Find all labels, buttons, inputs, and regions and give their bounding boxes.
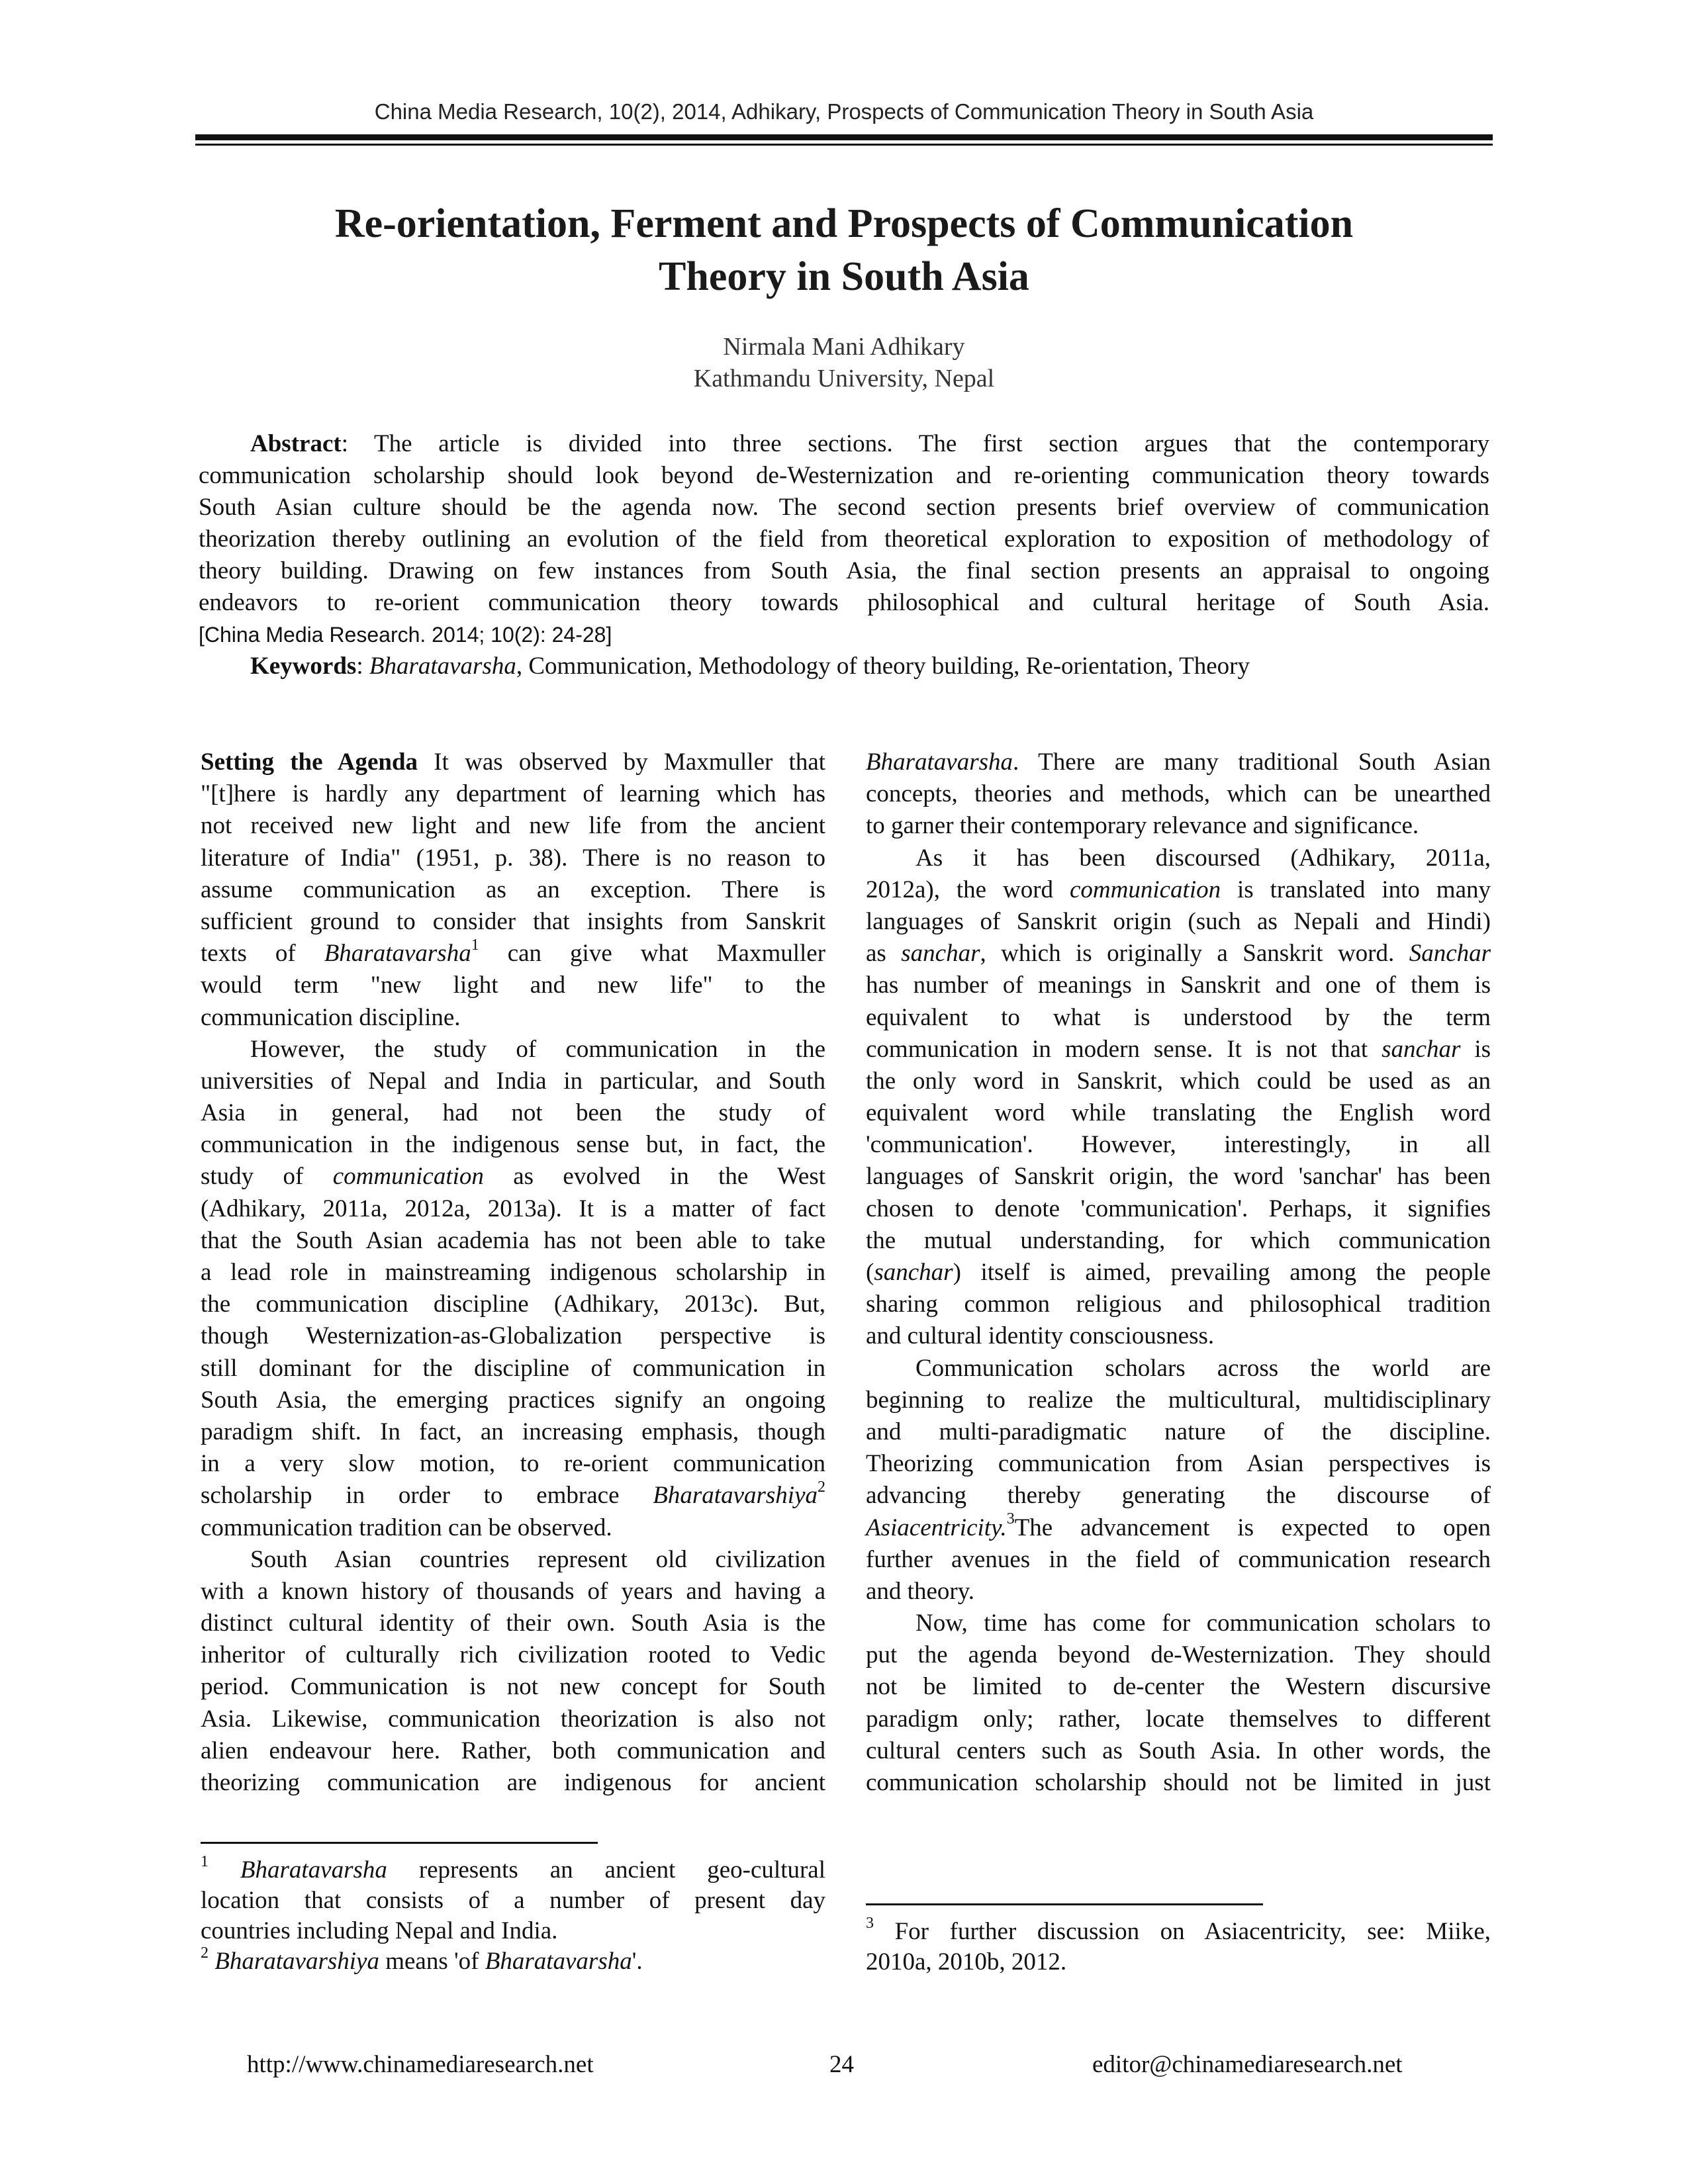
body-line: 2012a), the word communication is translated into many [866,876,1491,903]
title-line-2: Theory in South Asia [659,254,1029,299]
section-heading: Setting the Agenda [201,749,418,776]
body-line: the communication discipline (Adhikary, 2013c). But, [201,1291,825,1318]
body-line: texts of Bharatavarsha$^1$ can give what Maxmuller [201,936,826,968]
body-line: communication in the indigenous sense but, in fact, the [201,1131,825,1159]
body-line: to garner their contemporary relevance and significance. [866,812,1419,840]
body-line: advancing thereby generating the discourse of [866,1482,1491,1510]
body-line: Theorizing communication from Asian perspectives is [866,1450,1491,1478]
footer-website-link[interactable]: http://www.chinamediaresearch.net [247,2051,594,2078]
body-line: languages of Sanskrit origin (such as Nepali and Hindi) [866,907,1491,935]
abstract-line: Abstract: The article is divided into three sections. The first section argues that the contemporary [250,430,1489,457]
footnote-ref-2[interactable]: 2 [818,1478,825,1496]
right-column [866,747,1491,1799]
keywords-label: Keywords [250,653,357,680]
body-line: still dominant for the discipline of communication in [201,1354,825,1382]
body-line: alien endeavour here. Rather, both communication and [201,1737,825,1764]
body-line: As it has been discoursed (Adhikary, 2011a, [915,844,1491,872]
body-line: literature of India" (1951, p. 38). There is no reason to [201,844,825,872]
body-line: communication tradition can be observed. [201,1514,612,1541]
body-line: and multi-paradigmatic nature of the discipline. [866,1418,1491,1445]
keywords: Keywords: Bharatavarsha, Communication, Methodology of theory building, Re-orientation, Theory [250,653,1250,680]
abstract-label: Abstract [250,430,342,457]
body-line: Communication scholars across the world are [915,1354,1491,1382]
footnote-3: $^3$ For further discussion on Asiacentricity, see: Miike, [866,1914,1491,1945]
byline [199,331,1489,394]
body-line: communication in modern sense. It is not that sanchar is [866,1035,1491,1063]
body-line: theorizing communication are indigenous for ancient [201,1769,825,1796]
body-line: Setting the Agenda It was observed by Maxmuller that [201,749,826,776]
body-line: paradigm only; rather, locate themselves to different [866,1705,1491,1733]
body-line: beginning to realize the multicultural, multidisciplinary [866,1386,1491,1414]
body-line: sharing common religious and philosophical tradition [866,1291,1491,1318]
body-line: period. Communication is not new concept for South [201,1673,825,1701]
page-number: 24 [829,2051,854,2078]
title-line-1: Re-orientation, Ferment and Prospects of Communication [334,201,1354,246]
body-line: the only word in Sanskrit, which could be used as an [866,1067,1491,1095]
body-line: has number of meanings in Sanskrit and one of them is [866,972,1491,999]
footnote-1-line: location that consists of a number of present day [201,1887,825,1914]
footnote-ref-3[interactable]: 3 [1006,1510,1015,1528]
body-line: in a very slow motion, to re-orient communication [201,1450,825,1478]
body-line: South Asian countries represent old civilization [250,1545,825,1573]
body-line: communication scholarship should not be limited in just [866,1769,1491,1796]
body-line: languages of Sanskrit origin, the word 'sanchar' has been [866,1163,1491,1191]
body-line: as sanchar, which is originally a Sanskrit word. Sanchar [866,940,1491,968]
footnote-ref-1[interactable]: 1 [471,936,479,954]
abstract [199,428,1489,682]
body-line: concepts, theories and methods, which can be unearthed [866,780,1491,808]
abstract-line: theorization thereby outlining an evolution of the field from theoretical exploration to exposition of methodology of [199,525,1489,553]
body-line: chosen to denote 'communication'. Perhaps, it signifies [866,1195,1491,1222]
footnotes-left [201,1852,825,1977]
body-line: Now, time has come for communication scholars to [915,1610,1491,1637]
body-line: Asia in general, had not been the study of [201,1099,825,1127]
body-line: not be limited to de-center the Western discursive [866,1673,1491,1701]
author-affiliation: Kathmandu University, Nepal [693,365,995,392]
body-line: distinct cultural identity of their own. South Asia is the [201,1610,825,1637]
abstract-line: theory building. Drawing on few instances from South Asia, the final section presents an appraisal to ongoing [199,557,1489,584]
footnote-1: $^1$ Bharatavarsha represents an ancient geo-cultural [201,1852,825,1884]
body-line: sufficient ground to consider that insights from Sanskrit [201,907,825,935]
body-line: Asiacentricity.$^3$The advancement is expected to open [866,1510,1491,1541]
body-line: 'communication'. However, interestingly, in all [866,1131,1491,1159]
footnote-3-line: 2010a, 2010b, 2012. [866,1948,1067,1976]
citation: [China Media Research. 2014; 10(2): 24-28] [199,623,612,647]
abstract-line: South Asian culture should be the agenda now. The second section presents brief overview of communication [199,494,1489,521]
author-name: Nirmala Mani Adhikary [723,333,965,361]
footnote-rule-right [866,1903,1263,1905]
body-line: cultural centers such as South Asia. In other words, the [866,1737,1491,1764]
body-line: communication discipline. [201,1003,461,1031]
body-line: equivalent word while translating the English word [866,1099,1491,1127]
header-rule-thick [195,134,1493,140]
body-line: a lead role in mainstreaming indigenous scholarship in [201,1259,825,1286]
body-line: and theory. [866,1577,975,1605]
body-line: put the agenda beyond de-Westernization. They should [866,1641,1491,1669]
article-title [199,197,1489,303]
body-line: further avenues in the field of communication research [866,1545,1491,1573]
body-line: the mutual understanding, for which communication [866,1226,1491,1254]
footer-email-link[interactable]: editor@chinamediaresearch.net [1092,2051,1403,2078]
abstract-line: communication scholarship should look beyond de-Westernization and re-orienting communication theory towards [199,462,1489,489]
body-line: equivalent to what is understood by the term [866,1003,1491,1031]
footnote-rule-left [201,1842,598,1844]
left-column [201,747,825,1799]
body-line: paradigm shift. In fact, an increasing emphasis, though [201,1418,825,1445]
body-line: inheritor of culturally rich civilization rooted to Vedic [201,1641,825,1669]
body-line: "[t]here is hardly any department of learning which has [201,780,825,808]
body-line: would term "new light and new life" to the [201,972,825,999]
body-line: (sanchar) itself is aimed, prevailing among the people [866,1259,1491,1286]
running-head: China Media Research, 10(2), 2014, Adhikary, Prospects of Communication Theory in South Asia [374,99,1314,124]
body-line: with a known history of thousands of years and having a [201,1577,825,1605]
body-line: universities of Nepal and India in particular, and South [201,1067,825,1095]
abstract-line: endeavors to re-orient communication theory towards philosophical and cultural heritage of South Asia. [199,589,1489,616]
body-line: Asia. Likewise, communication theorization is also not [201,1705,825,1733]
body-line: (Adhikary, 2011a, 2012a, 2013a). It is a matter of fact [201,1195,825,1222]
body-line: though Westernization-as-Globalization perspective is [201,1322,825,1350]
body-line: study of communication as evolved in the West [201,1163,826,1191]
body-line: and cultural identity consciousness. [866,1322,1215,1350]
footnote-2: $^2$ Bharatavarshiya means 'of Bharatavarsha'. [201,1944,643,1975]
body-line: scholarship in order to embrace Bharatavarshiya$^2$ [201,1478,825,1510]
body-line: that the South Asian academia has not been able to take [201,1226,825,1254]
header-rule-thin [195,144,1493,146]
body-line: However, the study of communication in the [250,1035,825,1063]
body-line: assume communication as an exception. There is [201,876,825,903]
footnotes-right [866,1914,1491,1978]
body-line: not received new light and new life from the ancient [201,812,825,840]
body-line: Bharatavarsha. There are many traditional South Asian [866,749,1491,776]
footnote-1-line: countries including Nepal and India. [201,1917,558,1944]
body-line: South Asia, the emerging practices signify an ongoing [201,1386,825,1414]
